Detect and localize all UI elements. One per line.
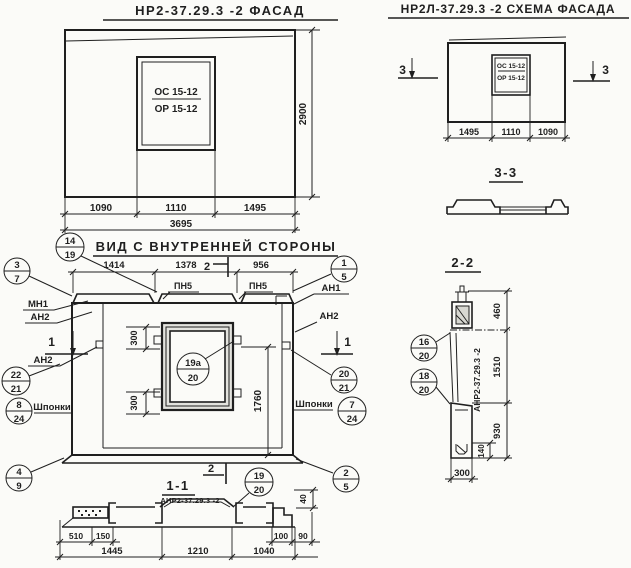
inner-dim-1378: 1378 xyxy=(175,260,197,271)
callout-19-20 xyxy=(233,468,273,507)
section22-dim-140: 140 xyxy=(477,444,486,458)
mark2-top-label: 2 xyxy=(203,261,211,273)
mark2-bottom-label: 2 xyxy=(207,463,215,475)
section22-bottom-block xyxy=(451,403,472,458)
section-mark-2-bottom xyxy=(203,463,226,484)
callout-3-7-top: 3 xyxy=(14,260,20,271)
mark1-left-label: 1 xyxy=(48,335,56,349)
callout-1-5-top: 1 xyxy=(341,258,347,269)
section-mark-1-right xyxy=(321,331,353,356)
callout-19a-20-top: 19а xyxy=(185,358,201,369)
scheme-title: НР2Л-37.29.3 -2 СХЕМА ФАСАДА xyxy=(400,2,616,16)
callout-19a-20-bottom: 20 xyxy=(187,373,199,384)
inner-window-tab-br xyxy=(233,389,241,397)
facade-dim-total: 3695 xyxy=(169,219,193,230)
callout-22-21-top: 22 xyxy=(10,370,22,381)
scheme-mark3-left-label: 3 xyxy=(399,63,407,77)
facade-window-mark-bottom: ОР 15-12 xyxy=(154,104,198,115)
callout-1-5-bottom: 5 xyxy=(341,272,347,283)
callout-19-20-top: 19 xyxy=(253,471,265,482)
label-an2-left1: АН2 xyxy=(30,312,50,323)
callout-8-24-top: 8 xyxy=(16,400,22,411)
label-an1: АН1 xyxy=(321,283,341,294)
dim-300-bottom-label: 300 xyxy=(129,395,139,411)
scheme-window-mark-bottom: ОР 15-12 xyxy=(497,75,525,82)
inner-window-tab-tr xyxy=(233,336,241,344)
label-shponki-right: Шпонки xyxy=(295,399,333,410)
label-shponki-left: Шпонки xyxy=(33,402,71,413)
section-1-1 xyxy=(55,478,320,560)
section-mark-1-left xyxy=(45,331,88,356)
scheme-panel-chamfer xyxy=(449,37,566,40)
section-mark-2-top xyxy=(204,257,228,277)
callout-3-7-bottom: 7 xyxy=(14,274,20,285)
callout-22-21-bottom: 21 xyxy=(10,384,22,395)
section11-dim-150: 150 xyxy=(95,531,111,541)
facade-title: НР2-37.29.3 -2 ФАСАД xyxy=(135,3,305,18)
section11-dim-1445: 1445 xyxy=(101,546,123,557)
section22-title: 2-2 xyxy=(451,255,475,270)
label-an2-left2: АН2 xyxy=(33,355,53,366)
section11-dim-90: 90 xyxy=(298,531,308,541)
label-an2-right: АН2 xyxy=(319,311,339,322)
section22-dim-300: 300 xyxy=(454,468,470,479)
section11-left-chamfer xyxy=(62,518,73,527)
callout-7-24 xyxy=(338,397,366,425)
callout-8-24 xyxy=(6,398,32,425)
callout-18-20-leader xyxy=(436,387,450,404)
callout-16-20-top: 16 xyxy=(418,337,430,348)
facade-view xyxy=(60,3,338,233)
section11-dim-1040: 1040 xyxy=(253,546,275,557)
section22-dim-line xyxy=(504,288,510,461)
inner-dim-1414: 1414 xyxy=(103,260,125,271)
inner-window-tab-bl xyxy=(154,389,162,397)
callout-16-20 xyxy=(411,333,450,362)
callout-4-9-bottom: 9 xyxy=(16,481,22,492)
section22-top-anchor-pin xyxy=(455,286,469,302)
callout-14-19-top: 14 xyxy=(64,236,76,247)
section22-bottom-block-detail xyxy=(455,410,468,454)
section22-dim-930: 930 xyxy=(492,423,503,439)
facade-window-mark-top: ОС 15-12 xyxy=(154,87,198,98)
callout-20-21-bottom: 21 xyxy=(338,383,350,394)
callout-22-21 xyxy=(2,364,60,395)
callout-7-24-bottom: 24 xyxy=(346,414,358,425)
dim-300-top-label: 300 xyxy=(129,330,139,346)
section11-joint-brackets xyxy=(109,503,273,523)
callout-2-5-top: 2 xyxy=(343,468,349,479)
dim-300-top xyxy=(126,324,160,352)
callout-18-20-top: 18 xyxy=(418,371,430,382)
callout-16-20-leader xyxy=(436,333,450,342)
facade-dim-1110: 1110 xyxy=(165,203,187,214)
callout-19-20-bottom: 20 xyxy=(253,485,265,496)
section11-dim-row1-left xyxy=(56,539,120,545)
callout-18-20-bottom: 20 xyxy=(418,385,430,396)
section11-dim-100: 100 xyxy=(273,531,289,541)
scheme-window-mark-top: ОС 15-12 xyxy=(496,63,526,70)
label-mn1: МН1 xyxy=(27,299,49,310)
dim-40-label: 40 xyxy=(298,494,308,504)
dim-1760 xyxy=(241,344,276,458)
facade-panel-chamfer xyxy=(66,36,293,41)
callout-20-21-top: 20 xyxy=(338,369,350,380)
callout-20-21 xyxy=(291,350,357,394)
facade-dim-1495: 1495 xyxy=(243,203,267,214)
section11-left-block-dots xyxy=(78,510,101,516)
scheme-mark3-right-label: 3 xyxy=(602,63,610,77)
section22-vertical-label: АНР2-37.29.3 -2 xyxy=(472,348,482,412)
scheme-dim-1495: 1495 xyxy=(458,127,480,137)
callout-3-7-leader xyxy=(29,276,72,296)
section11-right-block xyxy=(273,508,292,527)
callout-7-24-top: 7 xyxy=(349,400,355,411)
callout-2-5-leader xyxy=(296,459,333,473)
callout-14-19-bottom: 19 xyxy=(64,250,76,261)
callout-2-5-bottom: 5 xyxy=(343,482,349,493)
callout-4-9 xyxy=(6,458,64,492)
callout-18-20 xyxy=(411,369,450,404)
scheme-dim-1110: 1110 xyxy=(501,127,521,137)
callout-16-20-bottom: 20 xyxy=(418,351,430,362)
dim-40-right xyxy=(294,487,318,511)
callout-3-7 xyxy=(4,258,72,296)
pn5-label-1: ПН5 xyxy=(174,281,192,291)
section22-web-wall xyxy=(450,332,458,402)
section-3-3 xyxy=(447,165,568,214)
dim-300-bottom xyxy=(126,389,160,417)
dim-1760-label: 1760 xyxy=(253,389,264,413)
callout-4-9-leader xyxy=(31,458,64,472)
section11-dim-510: 510 xyxy=(68,531,84,541)
section11-dim-1210: 1210 xyxy=(187,546,209,557)
label-an1-leader xyxy=(294,294,349,304)
pn5-leader-1 xyxy=(163,292,199,299)
section11-title: 1-1 xyxy=(166,478,190,493)
section22-dim-1510: 1510 xyxy=(492,356,503,378)
inner-dim-956: 956 xyxy=(253,260,269,271)
inner-right-tab xyxy=(282,342,290,349)
section11-sublabel: АНР2-37.29.3 -2 xyxy=(160,496,220,505)
callout-8-24-bottom: 24 xyxy=(13,414,25,425)
section11-left-block xyxy=(73,507,108,518)
callout-4-9-top: 4 xyxy=(16,467,22,478)
facade-dim-height: 2900 xyxy=(298,102,309,126)
section33-title: 3-3 xyxy=(494,165,518,180)
scheme-view xyxy=(388,2,629,142)
callout-2-5 xyxy=(296,459,359,493)
section-2-2 xyxy=(411,255,512,483)
pn5-label-2: ПН5 xyxy=(249,281,267,291)
mark1-right-label: 1 xyxy=(344,335,352,349)
inner-left-tab xyxy=(96,341,103,348)
inner-title: ВИД С ВНУТРЕННЕЙ СТОРОНЫ xyxy=(95,239,337,254)
inner-top-plates xyxy=(73,294,293,303)
section33-profile-middle xyxy=(500,207,546,210)
section22-dim-460: 460 xyxy=(492,303,503,319)
inner-view xyxy=(2,233,366,511)
facade-dim-1090: 1090 xyxy=(89,203,113,214)
scheme-dim-1090: 1090 xyxy=(537,127,559,137)
label-an2-right-leader xyxy=(295,322,317,332)
inner-window-tab-tl xyxy=(154,336,162,344)
